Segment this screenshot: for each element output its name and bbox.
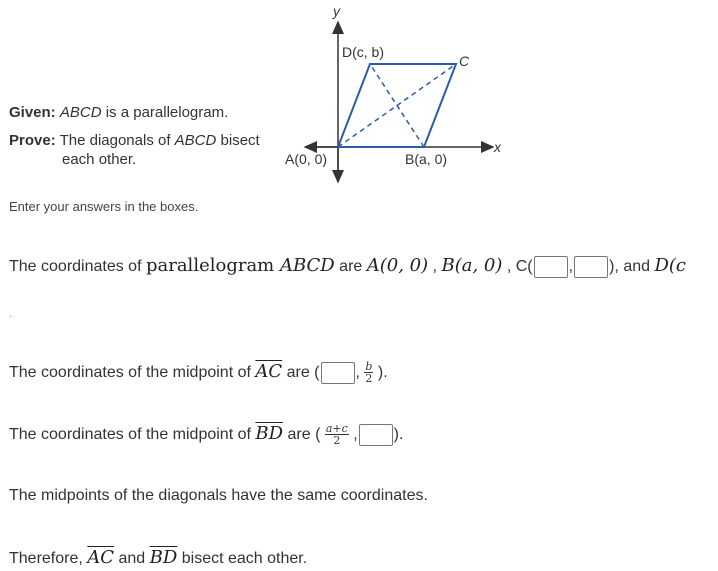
line1-math-name: ABCD [279, 255, 335, 276]
conclusion-statement [9, 547, 307, 568]
point-c-open: C( [515, 258, 533, 275]
point-b: B(a, 0) [441, 255, 503, 276]
prove-text-end: bisect [216, 132, 260, 149]
diagonal-bd [370, 64, 424, 147]
parallelogram-diagram [0, 0, 718, 200]
midpoint-bd-y-input[interactable] [359, 424, 393, 446]
coordinates-statement: The coordinates of parallelogram ABCD are A(0, 0) , B(a, 0) , C( , ), and D(c [9, 255, 686, 276]
conclusion-segment-ac: $\overline{AC}$ [87, 547, 115, 568]
line2-are: are ( [282, 364, 320, 381]
point-d-partial: D(c [654, 255, 686, 276]
prove-continuation: each other. [62, 151, 137, 168]
line3-close: ). [393, 426, 404, 443]
given-label: Given: [9, 104, 56, 121]
midpoint-ac-x-input[interactable] [321, 362, 355, 384]
conclusion-segment-bd: $\overline{BD}$ [149, 547, 178, 568]
given-statement [9, 104, 228, 121]
line1-are: are [334, 258, 367, 275]
segment-bd: $\overline{BD}$ [255, 423, 284, 444]
vertex-d-label: D(c, b) [342, 44, 384, 60]
line1-math-word: parallelogram [145, 255, 280, 276]
fraction-a-plus-c-over-2: $\frac{a+c}{2}$ [325, 422, 348, 448]
x-axis-label: x [494, 139, 501, 155]
line5-prefix: Therefore, [9, 550, 88, 567]
line1-comma-1: , [428, 258, 442, 275]
midpoint-ac-statement: The coordinates of the midpoint of $\overline{AC}$ are ( , $\frac{b}{2}$ ). [9, 360, 388, 386]
line3-prefix: The coordinates of the midpoint of [9, 426, 256, 443]
midpoints-equal-statement: The midpoints of the diagonals have the same coordinates. [9, 487, 428, 504]
line5-suffix: bisect each other. [177, 550, 308, 567]
line1-comma-2: , [502, 258, 516, 275]
prove-statement [9, 132, 260, 149]
fraction-b-over-2: $\frac{b}{2}$ [365, 360, 373, 386]
vertex-a-label: A(0, 0) [285, 151, 328, 167]
prove-label: Prove: [9, 132, 56, 149]
line3-are: are ( [283, 426, 325, 443]
c-x-input[interactable] [534, 256, 568, 278]
instructions: Enter your answers in the boxes. [9, 199, 199, 214]
line5-and: and [114, 550, 150, 567]
prove-figure: ABCD [174, 132, 217, 149]
c-y-input[interactable] [574, 256, 608, 278]
line2-prefix: The coordinates of the midpoint of [9, 364, 256, 381]
given-figure: ABCD [59, 104, 102, 121]
y-axis-label: y [333, 3, 340, 19]
line2-close: ). [373, 364, 388, 381]
vertex-b-label: B(a, 0) [405, 151, 448, 167]
point-a: A(0, 0) [366, 255, 429, 276]
point-c-close: ), and [609, 258, 655, 275]
midpoint-bd-statement: The coordinates of the midpoint of $\overline{BD}$ are ( $\frac{a+c}{2}$ , ). [9, 422, 404, 448]
vertex-c-label: C [459, 53, 470, 69]
line1-prefix: The coordinates of [9, 258, 146, 275]
segment-ac: $\overline{AC}$ [255, 361, 283, 382]
continuation-dot: . [9, 306, 13, 320]
prove-text-start: The diagonals of [59, 132, 175, 149]
given-text: is a parallelogram. [101, 104, 229, 121]
